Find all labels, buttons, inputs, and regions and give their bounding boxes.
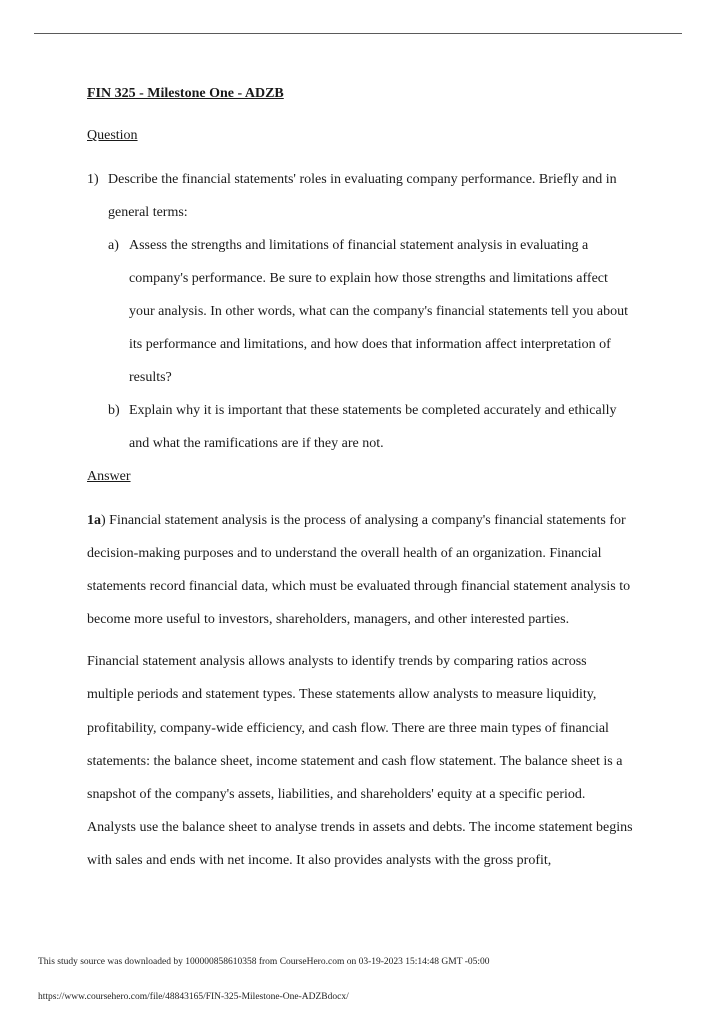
question-part-text: Assess the strengths and limitations of financial statement analysis in evaluating a company's performance. Be sure to explain how those strengths and limitations affect your analysis. In other words, what can the company's financial statements tell you about its performance and limitations, and how does that information affect interpretation of results? xyxy=(129,238,629,385)
question-list xyxy=(87,163,635,460)
question-number: 1) xyxy=(87,172,99,187)
question-part-marker: a) xyxy=(108,238,119,253)
header-rule xyxy=(34,33,682,34)
question-part-marker: b) xyxy=(108,403,120,418)
document-body xyxy=(87,84,635,877)
question-text: Describe the financial statements' roles in evaluating company performance. Briefly and in general terms: xyxy=(108,172,617,220)
question-parts xyxy=(108,229,635,460)
question-part-b xyxy=(108,394,635,460)
question-heading: Question xyxy=(87,128,138,143)
question-item xyxy=(87,163,635,460)
source-url[interactable]: https://www.coursehero.com/file/48843165/FIN-325-Milestone-One-ADZBdocx/ xyxy=(38,992,349,1002)
question-part-text: Explain why it is important that these statements be completed accurately and ethically and what the ramifications are if they are not. xyxy=(129,403,617,451)
answer-label: 1a xyxy=(87,513,101,528)
answer-paragraph: Financial statement analysis allows analysts to identify trends by comparing ratios across multiple periods and statement types. These statements allow analysts to measure liquidity, profitability, company-wide efficiency, and cash flow. There are three main types of financial statements: the balance sheet, income statement and cash flow statement. The balance sheet is a snapshot of the company's assets, liabilities, and shareholders' equity at a specific period. Analysts use the balance sheet to analyse trends in assets and debts. The income statement begins with sales and ends with net income. It also provides analysts with the gross profit, xyxy=(87,654,633,868)
download-source-note: This study source was downloaded by 100000858610358 from CourseHero.com on 03-19-2023 15:14:48 GMT -05:00 xyxy=(38,957,490,967)
document-title: FIN 325 - Milestone One - ADZB xyxy=(87,86,284,101)
answer-heading: Answer xyxy=(87,469,131,484)
answer-paragraph xyxy=(87,504,635,636)
answer-paragraph-text: ) Financial statement analysis is the process of analysing a company's financial statements for decision-making purposes and to understand the overall health of an organization. Financial statements record financial data, which must be evaluated through financial statement analysis to become more useful to investors, shareholders, managers, and other interested parties. xyxy=(87,513,631,628)
question-part-a xyxy=(108,229,635,394)
